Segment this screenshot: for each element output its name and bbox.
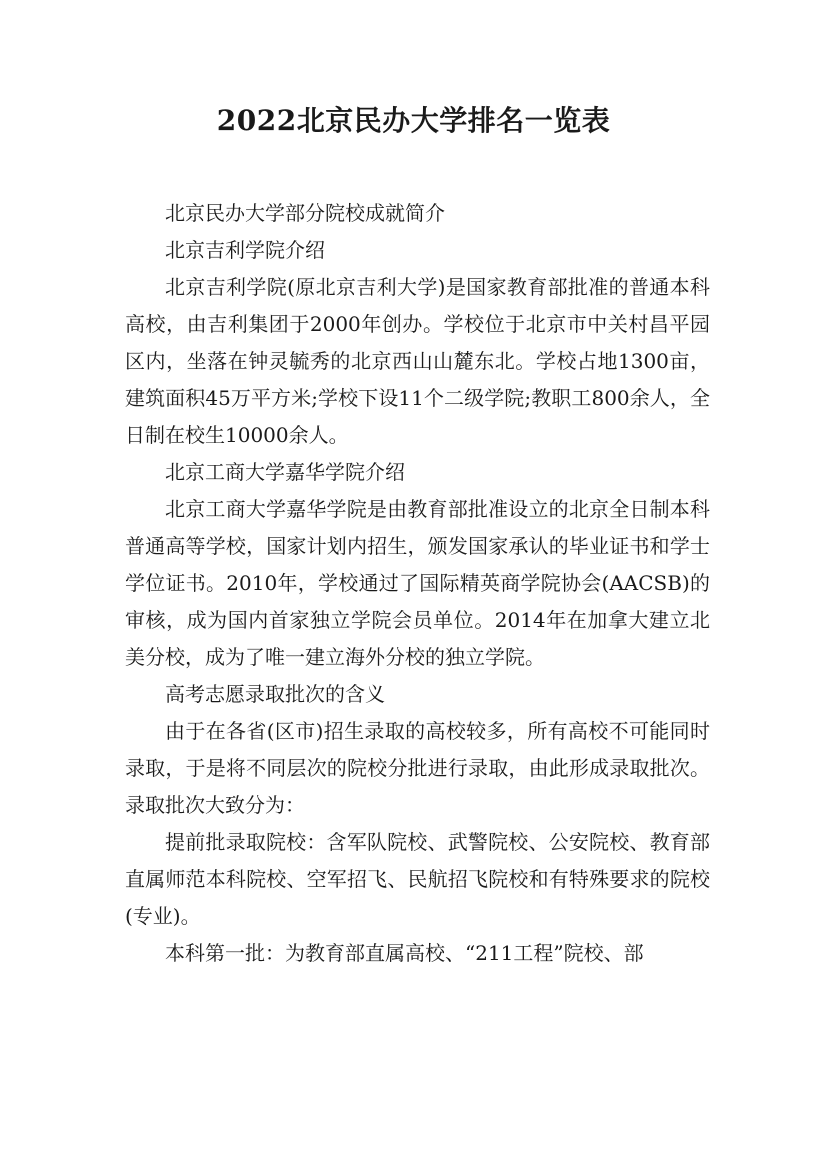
document-body <box>125 195 710 972</box>
subsection-heading: 北京吉利学院介绍 <box>165 238 325 262</box>
section-heading: 北京民办大学部分院校成就简介 <box>165 201 445 225</box>
paragraph: 由于在各省(区市)招生录取的高校较多，所有高校不可能同时录取，于是将不同层次的院校分批进行录取，由此形成录取批次。录取批次大致分为： <box>125 719 710 817</box>
paragraph: 本科第一批：为教育部直属高校、“211工程”院校、部 <box>165 941 644 965</box>
paragraph: 提前批录取院校：含军队院校、武警院校、公安院校、教育部直属师范本科院校、空军招飞、民航招飞院校和有特殊要求的院校(专业)。 <box>125 830 710 928</box>
document-title: 2022北京民办大学排名一览表 <box>216 104 611 137</box>
subsection-heading: 北京工商大学嘉华学院介绍 <box>165 460 405 484</box>
paragraph: 北京吉利学院(原北京吉利大学)是国家教育部批准的普通本科高校，由吉利集团于2000年创办。学校位于北京市中关村昌平园区内，坐落在钟灵毓秀的北京西山山麓东北。学校占地1300亩，建筑面积45万平方米;学校下设11个二级学院;教职工800余人，全日制在校生10000余人。 <box>125 275 710 447</box>
paragraph: 北京工商大学嘉华学院是由教育部批准设立的北京全日制本科普通高等学校，国家计划内招生，颁发国家承认的毕业证书和学士学位证书。2010年，学校通过了国际精英商学院协会(AACSB)的审核，成为国内首家独立学院会员单位。2014年在加拿大建立北美分校，成为了唯一建立海外分校的独立学院。 <box>125 497 710 669</box>
subsection-heading: 高考志愿录取批次的含义 <box>165 682 385 706</box>
